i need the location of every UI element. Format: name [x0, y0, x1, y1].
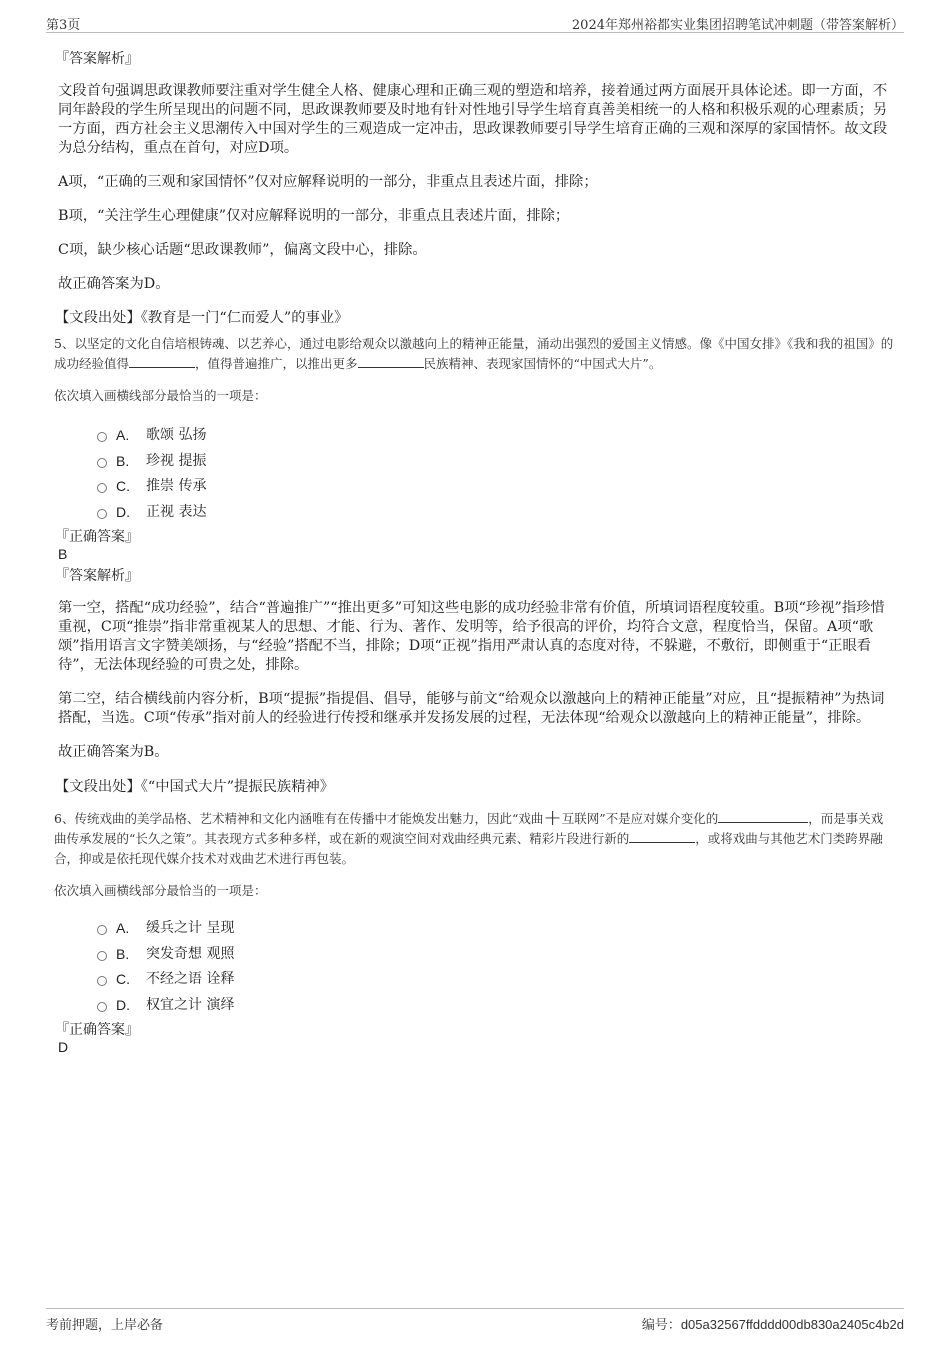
q6-option-a[interactable]: A. 缓兵之计 呈现	[58, 917, 894, 943]
q5-prompt: 依次填入画横线部分最恰当的一项是：	[54, 388, 267, 403]
q4-option-a-analysis: A项，“正确的三观和家国情怀”仅对应解释说明的一部分，非重点且表述片面，排除；	[58, 174, 598, 190]
q5-option-a[interactable]: A. 歌颂 弘扬	[58, 424, 894, 450]
radio-button[interactable]	[97, 509, 107, 519]
q6-option-b[interactable]: B. 突发奇想 观照	[58, 943, 894, 969]
q4-analysis-para: 文段首句强调思政课教师要注重对学生健全人格、健康心理和正确三观的塑造和培养，接着通过两方面展开具体论述。即一方面，不同年龄段的学生所呈现出的问题不同，思政课教师要及时地有针对性地引导学生培育真善美相统一的人格和积极乐观的心理素质；另一方面，西方社会主义思潮传入中国对学生的三观造成一定冲击，思政课教师要引导学生培育正确的三观和深厚的家国情怀。故文段为总分结构，重点在首句，对应D项。	[58, 83, 888, 156]
q6-stem: 6、传统戏曲的美学品格、艺术精神和文化内涵唯有在传播中才能焕发出魅力，因此“戏曲+互联网”不是应对媒介变化的 ，而是事关戏曲传承发展的“长久之策”。其表现方式多种多样，或在新的观演空间对戏曲经典元素、精彩片段进行新的 ，或将戏曲与其他艺术门类跨界融合，抑或是依托现代媒介技术对戏曲艺术进行再包装。	[54, 806, 884, 866]
q6-prompt: 依次填入画横线部分最恰当的一项是：	[54, 883, 267, 898]
blank-2	[629, 830, 695, 843]
page-header	[46, 12, 904, 33]
blank-1	[129, 355, 195, 368]
q6-option-c[interactable]: C. 不经之语 诠释	[58, 968, 894, 994]
footer-slogan: 考前押题，上岸必备	[46, 1318, 164, 1333]
q5-conclusion: 故正确答案为B。	[58, 744, 169, 760]
q5-source: 【文段出处】《“中国式大片”提振民族精神》	[55, 779, 335, 795]
radio-button[interactable]	[97, 1002, 107, 1012]
q5-answer-label: 『正确答案』	[55, 529, 139, 545]
q6-options	[58, 917, 894, 1019]
radio-button[interactable]	[97, 976, 107, 986]
radio-button[interactable]	[97, 432, 107, 442]
q5-analysis-para-1: 第一空，搭配“成功经验”，结合“普遍推广”“推出更多”可知这些电影的成功经验非常有价值，所填词语程度较重。B项“珍视”指珍惜重视，C项“推崇”指非常重视某人的思想、才能、行为、著作、发明等，给予很高的评价，均符合文意，程度恰当，保留。A项“歌颂”指用语言文字赞美颂扬，与“经验”搭配不当，排除；D项“正视”指用严肃认真的态度对待，不躲避，不敷衍，即侧重于“正眼看待”，无法体现经验的可贵之处，排除。	[58, 600, 885, 673]
q4-conclusion: 故正确答案为D。	[58, 276, 170, 292]
q4-analysis-label: 『答案解析』	[55, 51, 139, 67]
q5-stem: 5、以坚定的文化自信培根铸魂、以艺养心，通过电影给观众以激越向上的精神正能量，涌动出强烈的爱国主义情感。像《中国女排》《我和我的祖国》的成功经验值得 ，值得普遍推广，以推出更多 民族精神、表现家国情怀的“中国式大片”。	[54, 336, 894, 371]
q5-option-b[interactable]: B. 珍视 提振	[58, 450, 894, 476]
q5-option-d[interactable]: D. 正视 表达	[58, 501, 894, 527]
q5-options	[58, 424, 894, 526]
q5-analysis-para-2: 第二空，结合横线前内容分析，B项“提振”指提倡、倡导，能够与前文“给观众以激越向上的精神正能量”对应，且“提振精神”为热词搭配，当选。C项“传承”指对前人的经验进行传授和继承并发扬发展的过程，无法体现“给观众以激越向上的精神正能量”，排除。	[58, 691, 885, 726]
q5-analysis-label: 『答案解析』	[55, 568, 139, 584]
q4-option-b-analysis: B项，“关注学生心理健康”仅对应解释说明的一部分，非重点且表述片面，排除；	[58, 208, 570, 224]
q6-answer-label: 『正确答案』	[55, 1022, 139, 1038]
q5-answer: B	[58, 546, 68, 562]
blank-1	[718, 810, 808, 823]
radio-button[interactable]	[97, 925, 107, 935]
q5-option-c[interactable]: C. 推崇 传承	[58, 475, 894, 501]
q4-source: 【文段出处】《教育是一门“仁而爱人”的事业》	[55, 310, 349, 326]
page-footer	[46, 1308, 904, 1331]
radio-button[interactable]	[97, 951, 107, 961]
q4-option-c-analysis: C项，缺少核心话题“思政课教师”，偏离文段中心，排除。	[58, 242, 427, 258]
radio-button[interactable]	[97, 483, 107, 493]
q6-option-d[interactable]: D. 权宜之计 演绎	[58, 994, 894, 1020]
page-number: 第3页	[46, 18, 81, 33]
page-content	[54, 44, 894, 1055]
document-title: 2024年郑州裕都实业集团招聘笔试冲刺题（带答案解析）	[571, 18, 904, 33]
q6-answer: D	[58, 1039, 69, 1055]
document-code: 编号：d05a32567ffdddd00db830a2405c4b2d	[641, 1317, 904, 1333]
blank-2	[358, 355, 424, 368]
radio-button[interactable]	[97, 458, 107, 468]
